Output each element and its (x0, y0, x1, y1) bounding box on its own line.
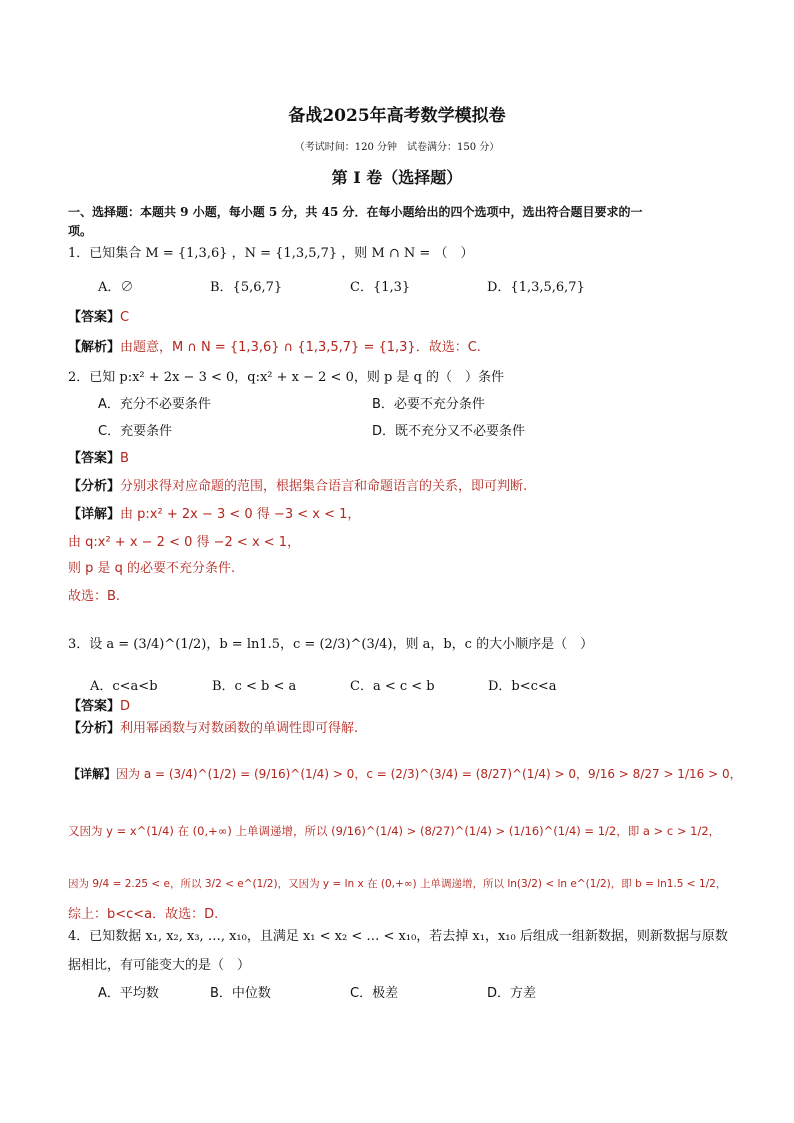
instructions-line-2: 项。 (68, 224, 93, 238)
answer-tag: 【答案】 (68, 699, 121, 714)
answer-tag: 【答案】 (68, 310, 121, 325)
xiangjie-tag: 【详解】 (68, 507, 121, 522)
q3-answer (68, 699, 130, 715)
q4-stem-line-2: 据相比，有可能变大的是（ ） (68, 958, 251, 973)
q1-option-a: A．∅ (98, 280, 134, 295)
xiangjie-tag: 【详解】 (68, 767, 117, 781)
q3-fenxi-text: 利用幂函数与对数函数的单调性即可得解. (120, 721, 359, 736)
q2-stem: 2．已知 p:x² + 2x − 3 < 0，q:x² + x − 2 < 0，则 p 是 q 的（ ）条件 (68, 370, 505, 385)
analysis-tag: 【解析】 (68, 340, 121, 355)
q2-fenxi (68, 479, 527, 495)
q1-analysis (68, 340, 481, 356)
q2-option-a: A．充分不必要条件 (98, 397, 211, 412)
q4-option-d: D．方差 (487, 986, 537, 1001)
q3-xiangjie-line-4: 综上：b<c<a．故选：D. (68, 907, 219, 922)
q3-fenxi (68, 721, 358, 737)
q3-xiangjie (68, 766, 742, 782)
q3-xiangjie-line-2: 又因为 y = x^(1/4) 在 (0,+∞) 上单调递增，所以 (9/16)^(1/4) > (8/27)^(1/4) > (1/16)^(1/4) = 1/2，即 a > c > 1/2， (68, 824, 721, 838)
q3-option-d: D．b<c<a (488, 679, 557, 694)
q2-xiangjie-line-2: 由 q:x² + x − 2 < 0 得 −2 < x < 1， (68, 535, 301, 550)
q1-stem: 1．已知集合 M = {1,3,6} ，N = {1,3,5,7} ，则 M ∩ N = （ ） (68, 246, 474, 261)
q2-xiangjie (68, 507, 360, 523)
q1-option-c: C．{1,3} (350, 280, 411, 295)
exam-info: （考试时间：120 分钟 试卷满分：150 分） (294, 142, 500, 153)
q2-xiangjie-line-4: 故选：B. (68, 589, 121, 604)
q2-option-b: B．必要不充分条件 (372, 397, 485, 412)
q2-option-c: C．充要条件 (98, 424, 173, 439)
q3-option-c: C．a < c < b (350, 679, 435, 694)
section-title: 第 I 卷（选择题） (331, 168, 463, 187)
instructions-line-1: 一、选择题：本题共 9 小题，每小题 5 分，共 45 分．在每小题给出的四个选项中，选出符合题目要求的一 (68, 205, 643, 219)
q1-analysis-text: 由题意，M ∩ N = {1,3,6} ∩ {1,3,5,7} = {1,3}．故选：C. (120, 340, 481, 355)
q4-stem-line-1: 4．已知数据 x₁, x₂, x₃, …, x₁₀，且满足 x₁ < x₂ < … < x₁₀，若去掉 x₁，x₁₀ 后组成一组新数据，则新数据与原数 (68, 929, 728, 944)
answer-tag: 【答案】 (68, 451, 121, 466)
q2-xiangjie-line-3: 则 p 是 q 的必要不充分条件. (68, 561, 236, 576)
q3-option-a: A．c<a<b (90, 679, 158, 694)
q1-option-d: D．{1,3,5,6,7} (487, 280, 585, 295)
q4-option-c: C．极差 (350, 986, 399, 1001)
q1-option-b: B．{5,6,7} (210, 280, 283, 295)
q3-xiangjie-line-1: 因为 a = (3/4)^(1/2) = (9/16)^(1/4) > 0，c = (2/3)^(3/4) = (8/27)^(1/4) > 0，9/16 > 8/27 > 1/16 > 0， (116, 767, 742, 781)
q2-answer (68, 451, 129, 467)
q2-option-d: D．既不充分又不必要条件 (372, 424, 526, 439)
q2-fenxi-text: 分别求得对应命题的范围，根据集合语言和命题语言的关系，即可判断. (120, 479, 528, 494)
fenxi-tag: 【分析】 (68, 721, 121, 736)
q3-xiangjie-line-3: 因为 9/4 = 2.25 < e，所以 3/2 < e^(1/2)，又因为 y = ln x 在 (0,+∞) 上单调递增，所以 ln(3/2) < ln e^(1/2)，即 b = ln1.5 < 1/2， (68, 878, 727, 890)
q4-option-b: B．中位数 (210, 986, 271, 1001)
q2-xiangjie-line-1: 由 p:x² + 2x − 3 < 0 得 −3 < x < 1， (120, 507, 361, 522)
q2-answer-value: B (120, 451, 129, 466)
q3-option-b: B．c < b < a (212, 679, 297, 694)
q1-answer-value: C (120, 310, 130, 325)
q4-option-a: A．平均数 (98, 986, 159, 1001)
fenxi-tag: 【分析】 (68, 479, 121, 494)
q3-answer-value: D (120, 699, 131, 714)
q1-answer (68, 310, 129, 326)
q3-stem: 3．设 a = (3/4)^(1/2)，b = ln1.5，c = (2/3)^(3/4)，则 a，b，c 的大小顺序是（ ） (68, 637, 594, 652)
page-title: 备战2025年高考数学模拟卷 (288, 106, 506, 126)
